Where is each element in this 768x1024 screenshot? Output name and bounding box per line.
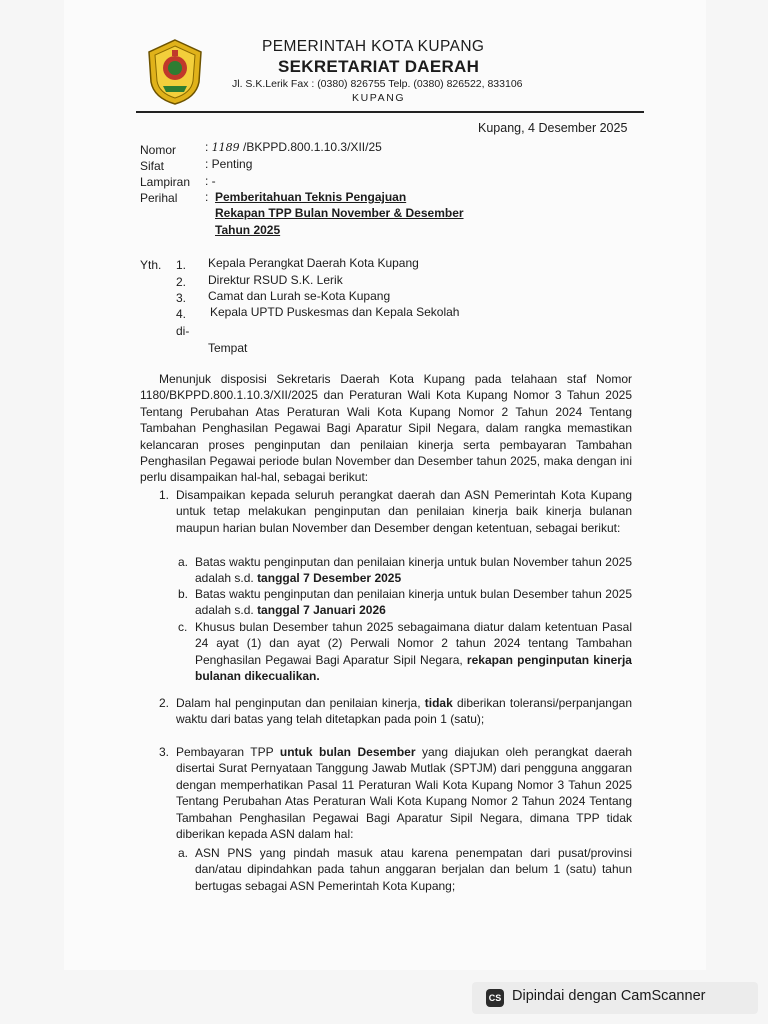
nomor-code: /BKPPD.800.1.10.3/XII/25 xyxy=(243,140,382,154)
addressee-item: Kepala Perangkat Daerah Kota Kupang xyxy=(208,256,419,270)
point-3-body-start: Pembayaran TPP xyxy=(176,745,274,759)
point-1a-deadline: tanggal 7 Desember 2025 xyxy=(257,571,402,586)
camscanner-logo-icon: CS xyxy=(486,989,504,1007)
point-1a-letter: a. xyxy=(178,555,189,569)
perihal-label: Perihal xyxy=(140,191,178,205)
point-1b-letter: b. xyxy=(178,587,189,601)
nomor-value xyxy=(205,140,382,154)
point-3a-text: ASN PNS yang pindah masuk atau karena penempatan dari pusat/provinsi dan/atau dipindahkan pada tahun anggaran berjalan dan belum 1 (satu) tahun bertugas sebagai ASN Pemerintah Kota Kupang; xyxy=(195,846,632,893)
point-1-number: 1. xyxy=(159,488,170,502)
point-2-number: 2. xyxy=(159,696,170,710)
header-city: KUPANG xyxy=(352,92,406,104)
point-2-emphasis: tidak xyxy=(424,696,453,710)
addressee-number: 4. xyxy=(176,307,187,321)
point-1c-body: Khusus bulan Desember tahun 2025 sebagaimana diatur dalam ketentuan Pasal 24 ayat (1) dan ayat (2) Perwali Nomor 2 tahun 2024 tentang Tambahan Penghasilan Pegawai Bagi Aparatur Sipil Negara, xyxy=(195,620,632,667)
lampiran-value: : - xyxy=(205,174,216,188)
letter-page xyxy=(64,0,706,970)
letter-date: Kupang, 4 Desember 2025 xyxy=(478,121,628,135)
point-1c-letter: c. xyxy=(178,620,188,634)
point-3-text xyxy=(176,744,632,842)
point-3-emphasis: untuk bulan Desember xyxy=(279,745,416,759)
lampiran-label: Lampiran xyxy=(140,175,191,189)
point-3-number: 3. xyxy=(159,745,170,759)
point-3a-letter: a. xyxy=(178,846,189,860)
di-label: di- xyxy=(176,324,190,338)
addressee-number: 3. xyxy=(176,291,187,305)
header-address: Jl. S.K.Lerik Fax : (0380) 826755 Telp. (0380) 826522, 833106 xyxy=(232,78,523,90)
nomor-label: Nomor xyxy=(140,143,177,157)
addressee-item: Kepala UPTD Puskesmas dan Kepala Sekolah xyxy=(210,305,460,319)
point-1b-text xyxy=(195,586,632,619)
point-1a-body: Batas waktu penginputan dan penilaian kinerja untuk bulan November tahun 2025 adalah s.d. xyxy=(195,555,632,586)
addressee-item: Direktur RSUD S.K. Lerik xyxy=(208,273,343,287)
addressee-number: 1. xyxy=(176,258,187,272)
kota-kupang-coat-of-arms-logo xyxy=(146,38,204,106)
addressee-item: Camat dan Lurah se-Kota Kupang xyxy=(208,289,391,303)
perihal-line-3: Tahun 2025 xyxy=(215,223,281,237)
addressee-number: 2. xyxy=(176,275,187,289)
point-2-body-start: Dalam hal penginputan dan penilaian kinerja, xyxy=(176,696,421,710)
yth-label: Yth. xyxy=(140,258,162,272)
point-3-body-end: yang diajukan oleh perangkat daerah disertai Surat Pernyataan Tanggung Jawab Mutlak (SPTJM) dari pengguna anggaran dengan memperhatikan Pasal 11 Peraturan Wali Kota Kupang Nomor 3 Tahun 2025 Tentang Perubahan Atas Peraturan Wali Kota Kupang Nomor 2 Tahun 2024 Tentang Tambahan Penghasilan Pegawai Bagi Aparatur Sipil Negara, dimana TPP tidak diberikan kepada ASN dalam hal: xyxy=(176,745,632,842)
perihal-colon: : xyxy=(205,190,209,204)
header-government-name: PEMERINTAH KOTA KUPANG xyxy=(262,38,485,55)
point-2-body-end: diberikan toleransi/perpanjangan waktu dari batas yang telah ditetapkan pada poin 1 (satu); xyxy=(176,696,632,727)
point-1a-text xyxy=(195,554,632,587)
point-1b-body: Batas waktu penginputan dan penilaian kinerja untuk bulan Desember tahun 2025 adalah s.d. xyxy=(195,587,632,618)
camscanner-watermark-text: Dipindai dengan CamScanner xyxy=(512,988,706,1004)
letterhead-divider xyxy=(136,111,644,113)
perihal-line-2: Rekapan TPP Bulan November & Desember xyxy=(215,206,464,220)
sifat-label: Sifat xyxy=(140,159,165,173)
point-1b-deadline: tanggal 7 Januari 2026 xyxy=(257,603,386,618)
intro-paragraph: Menunjuk disposisi Sekretaris Daerah Kota Kupang pada telahaan staf Nomor 1180/BKPPD.800.1.10.3/XII/2025 dan Peraturan Wali Kota Kupang Nomor 3 Tahun 2025 Tentang Perubahan Atas Peraturan Wali Kota Kupang Nomor 2 Tahun 2024 Tentang Tambahan Penghasilan Pegawai Bagi Aparatur Sipil Negara, dalam rangka memastikan kelancaran proses penginputan dan penilaian kinerja serta pembayaran Tambahan Penghasilan Pegawai periode bulan November dan Desember tahun 2025, maka dengan ini perlu disampaikan hal-hal, sebagai berikut: xyxy=(140,372,632,485)
sifat-value: : Penting xyxy=(205,157,253,171)
nomor-handwritten-number: 1189 xyxy=(211,141,240,154)
point-1c-exception: rekapan penginputan kinerja bulanan dikecualikan. xyxy=(195,652,632,684)
tempat-label: Tempat xyxy=(208,341,248,355)
perihal-line-1: Pemberitahuan Teknis Pengajuan xyxy=(215,190,407,204)
point-1-text: Disampaikan kepada seluruh perangkat daerah dan ASN Pemerintah Kota Kupang untuk tetap melakukan penginputan dan penilaian kinerja baik kinerja bulanan maupun harian bulan November dan Desember dengan ketentuan, sebagai berikut: xyxy=(176,488,632,535)
nomor-colon: : xyxy=(205,140,209,154)
point-1c-text xyxy=(195,619,632,685)
point-2-text xyxy=(176,695,632,728)
header-office-name: SEKRETARIAT DAERAH xyxy=(278,57,480,76)
